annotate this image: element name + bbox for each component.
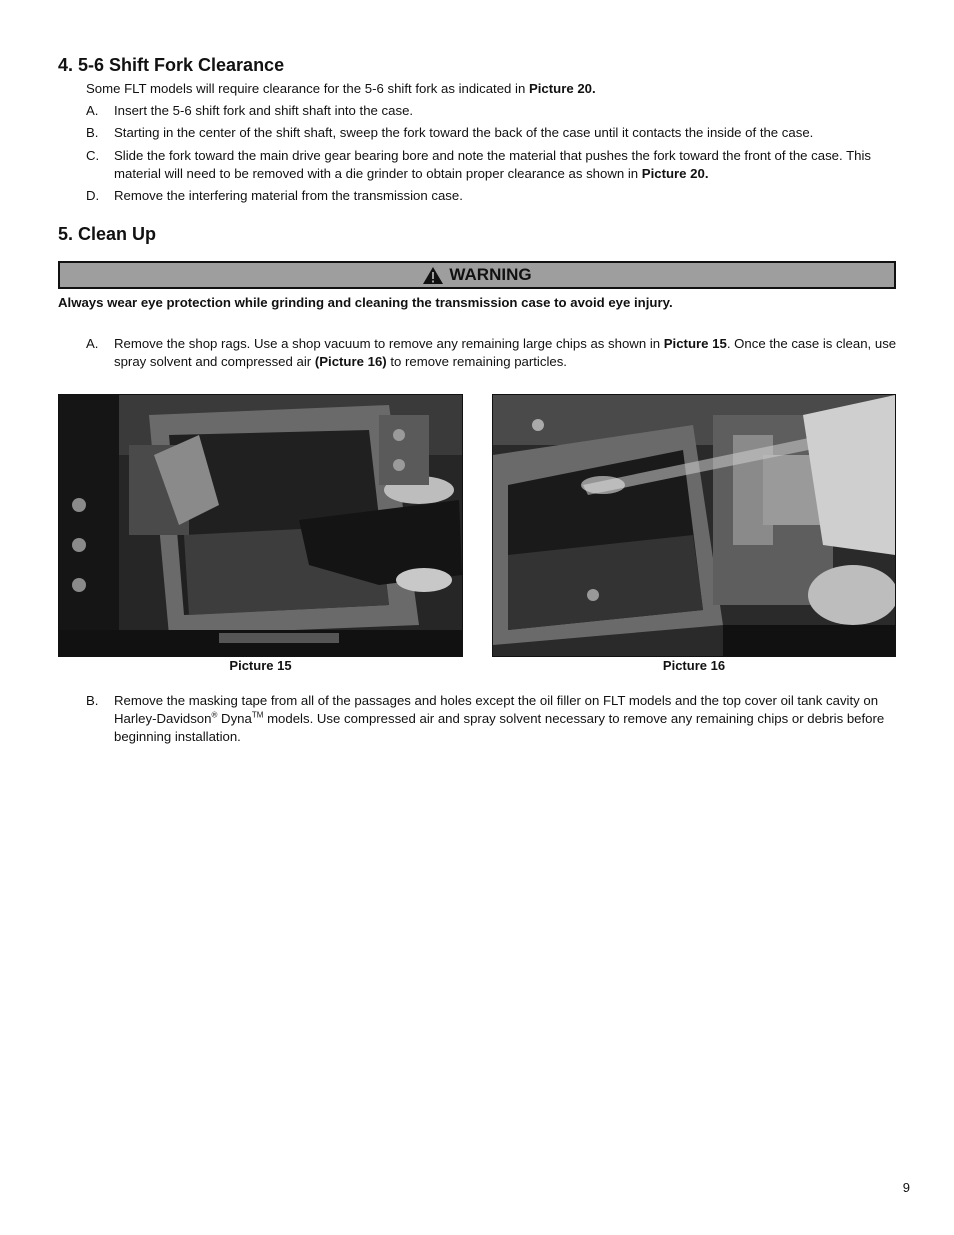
warning-text: Always wear eye protection while grinding and cleaning the transmission case to avoid eye injury. [58, 295, 673, 310]
section-4-intro: Some FLT models will require clearance for the 5-6 shift fork as indicated in Picture 20. [86, 81, 596, 96]
picture-16-caption: Picture 16 [662, 658, 726, 673]
step-4c: C. Slide the fork toward the main drive gear bearing bore and note the material that pushes the fork toward the front of the case. This material will need to be removed with a die grinder to obtain proper clearance as shown in Picture 20. [86, 148, 872, 181]
step-4b: B. Starting in the center of the shift shaft, sweep the fork toward the back of the case until it contacts the inside of the case. [86, 125, 814, 140]
warning-triangle-icon [422, 266, 444, 285]
step-4a: A. Insert the 5-6 shift fork and shift shaft into the case. [86, 103, 414, 118]
picture-15-caption: Picture 15 [229, 658, 292, 673]
picture-16-photo [492, 394, 896, 657]
warning-banner [58, 261, 896, 289]
picture-15-photo [58, 394, 463, 657]
step-4d: D. Remove the interfering material from the transmission case. [86, 188, 463, 203]
step-5a: A. Remove the shop rags. Use a shop vacuum to remove any remaining large chips as shown in Picture 15. Once the case is clean, use spray solvent and compressed air (Picture 16) to remove remaining particles. [86, 336, 897, 369]
section-5-heading: 5. Clean Up [58, 224, 157, 244]
warning-label: WARNING [449, 265, 532, 284]
step-5b: B. Remove the masking tape from all of the passages and holes except the oil filler on FLT models and the top cover oil tank cavity on Harley-Davidson® Dyna™ models. Use compressed air and spray solvent necessary to remove any remaining chips or debris before beginning installation. [86, 693, 885, 744]
section-4-heading: 4. 5-6 Shift Fork Clearance [58, 55, 285, 75]
page-number: 9 [902, 1180, 910, 1195]
